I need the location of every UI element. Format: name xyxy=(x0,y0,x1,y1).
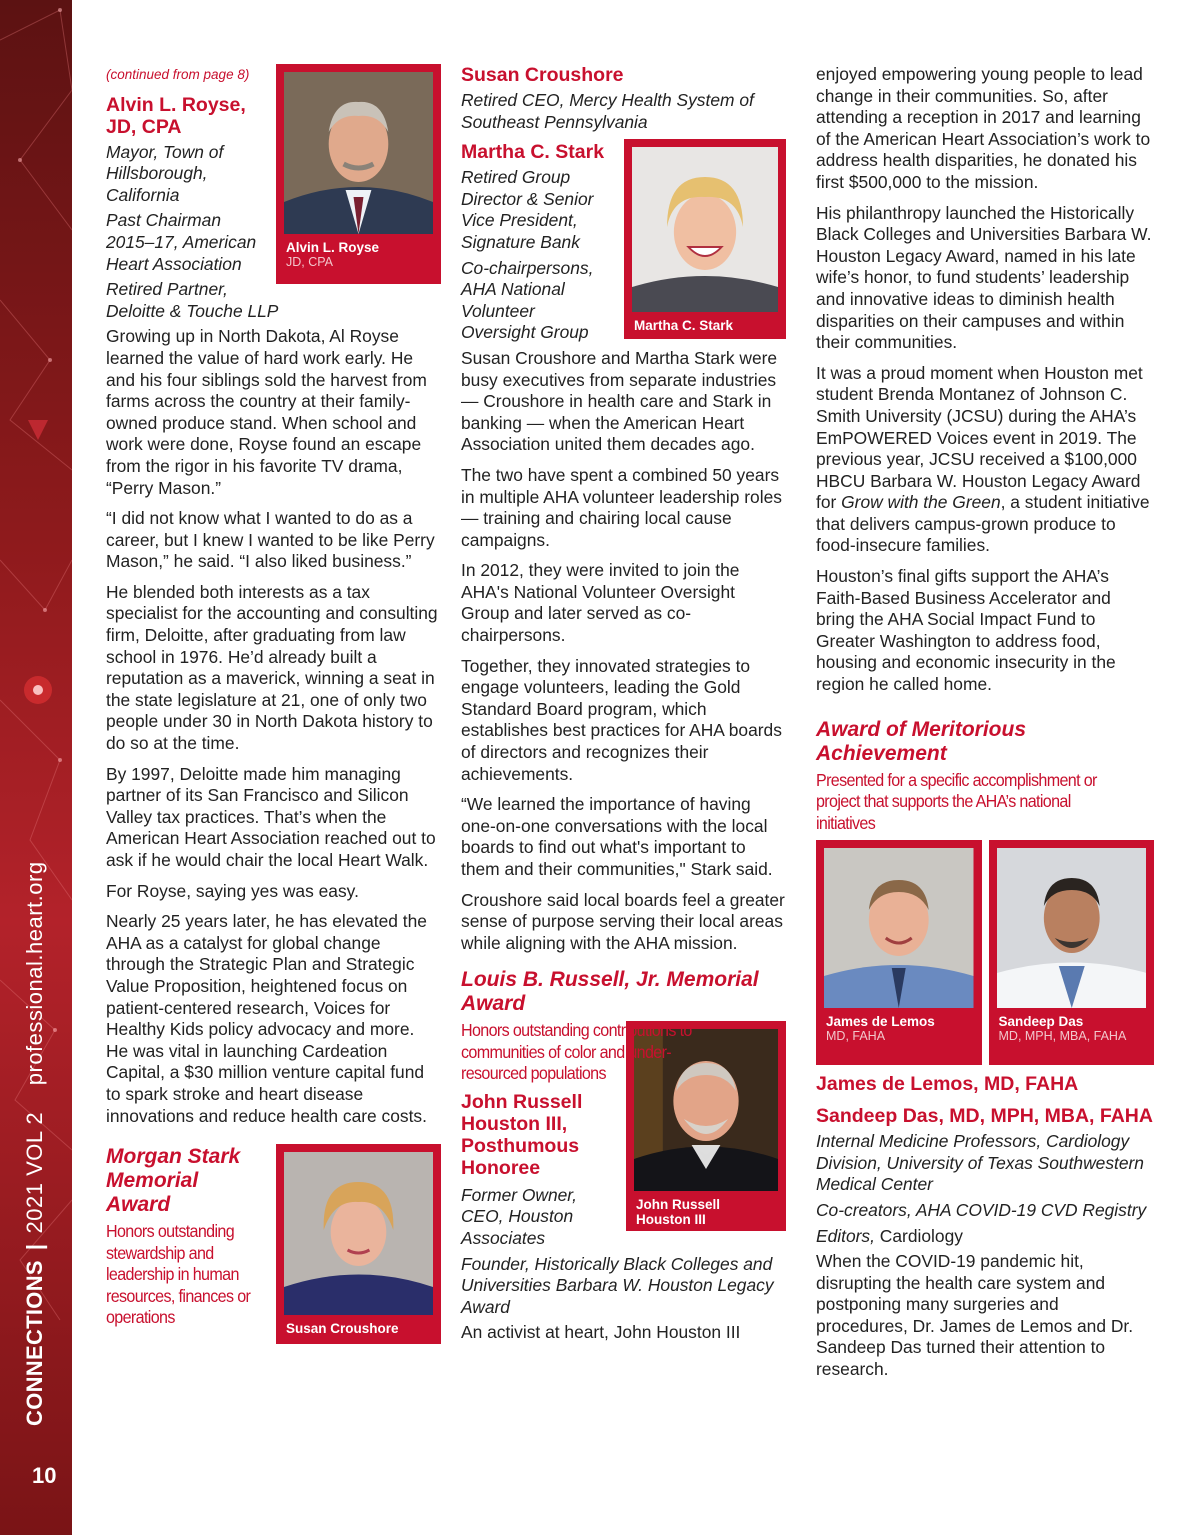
das-photo xyxy=(997,848,1147,1008)
meritorious-paragraph: When the COVID-19 pandemic hit, disrupting the health care system and postponing many surgeries and procedures, Dr. James de Lemos and Dr. Sandeep Das turned their attention to research. xyxy=(816,1251,1134,1380)
col2-paragraph-5: “We learned the importance of having one-on-one conversations with the local boards to find out what's important to them and their communities," Stark said. xyxy=(461,794,773,879)
royse-paragraph-4: By 1997, Deloitte made him managing partner of its San Francisco and Silicon Valley tax practices. That’s when the American Heart Association reached out to ask if he would chair the local Heart Walk. xyxy=(106,763,436,870)
croushore-caption: Susan Croushore xyxy=(286,1321,399,1337)
photo-card-de-lemos xyxy=(816,840,982,1065)
jcsu-text-before: It was a proud moment when Houston met student Brenda Montanez of Johnson C. Smith University (JCSU) during the AHA’s EmPOWERED Voices event in 2019. The previous year, JCSU received a $100,000 HBCU Barbara W. Houston Legacy Award for xyxy=(816,362,1143,513)
page-number: 10 xyxy=(32,1463,57,1488)
col2-paragraph-2: The two have spent a combined 50 years in multiple AHA volunteer leadership roles — training and chairing local cause campaigns. xyxy=(461,464,782,550)
royse-role-1: Mayor, Town of Hillsborough, California xyxy=(106,141,224,205)
houston-name: John Russell Houston III, Posthumous Honoree xyxy=(461,1090,583,1179)
editors-value: Cardiology xyxy=(874,1225,963,1246)
royse-caption-credentials: JD, CPA xyxy=(286,254,333,269)
meritorious-award-title: Award of Meritorious Achievement xyxy=(816,717,1027,765)
stark-photo xyxy=(632,147,778,312)
de-lemos-caption-name: James de Lemos xyxy=(826,1014,935,1030)
meritorious-role-2: Co-creators, AHA COVID-19 CVD Registry xyxy=(816,1199,1147,1220)
meritorious-editors xyxy=(816,1226,1154,1248)
continued-note: (continued from page 8) xyxy=(106,67,250,82)
meritorious-award-description: Presented for a specific accomplishment or project that supports the AHA’s national initiatives xyxy=(816,769,1097,833)
croushore-photo xyxy=(284,1152,433,1315)
houston-paragraph: An activist at heart, John Houston III xyxy=(461,1322,741,1343)
col2-paragraph-4: Together, they innovated strategies to engage volunteers, leading the Gold Standard Board program, which establishes best practices for AHA boards of directors and recognizes their achievements. xyxy=(461,655,782,784)
morgan-award-description: Honors outstanding stewardship and leadership in human resources, finances or operations xyxy=(106,1221,251,1328)
royse-photo xyxy=(284,72,433,234)
stark-name: Martha C. Stark xyxy=(461,141,605,164)
stark-role-2: Co-chairpersons, AHA National Volunteer Oversight Group xyxy=(461,257,594,343)
column-2 xyxy=(461,64,786,1353)
royse-name: Alvin L. Royse, JD, CPA xyxy=(106,93,246,138)
magazine-title: CONNECTIONS xyxy=(22,1260,47,1426)
das-caption-credentials: MD, MPH, MBA, FAHA xyxy=(998,1029,1127,1044)
col2-paragraph-1: Susan Croushore and Martha Stark were busy executives from separate industries — Croushore in health care and Stark in banking — when the American Heart Association united them decades ago. xyxy=(461,347,778,455)
col3-paragraph-final-gifts: Houston’s final gifts support the AHA’s Faith-Based Business Accelerator and bring the AHA Social Impact Fund to Greater Washington to address food, housing and economic insecurity in the region he called home. xyxy=(816,566,1116,695)
houston-caption: John Russell Houston III xyxy=(636,1196,721,1227)
royse-paragraph-3: He blended both interests as a tax specialist for the accounting and consulting firm, Deloitte, after graduating from law school in 1976. He’d already built a reputation as a maverick, winning a seat in the state legislature at 21, one of only two people under 30 in North Dakota history to do so at the time. xyxy=(106,581,438,754)
meritorious-role-1: Internal Medicine Professors, Cardiology Division, University of Texas Southwestern Medical Center xyxy=(816,1131,1144,1195)
stark-role-1: Retired Group Director & Senior Vice President, Signature Bank xyxy=(461,167,594,252)
morgan-award-title: Morgan Stark Memorial Award xyxy=(106,1145,241,1217)
das-name: Sandeep Das, MD, MPH, MBA, FAHA xyxy=(816,1105,1153,1128)
side-band xyxy=(0,0,72,1535)
editors-label: Editors, xyxy=(816,1225,875,1246)
jcsu-initiative-title: Grow with the Green xyxy=(841,492,1001,513)
das-caption-name: Sandeep Das xyxy=(998,1014,1084,1030)
issue-label: 2021 VOL 2 xyxy=(22,1111,47,1234)
col3-paragraph-jcsu xyxy=(816,363,1154,557)
photo-card-royse xyxy=(276,64,441,284)
royse-paragraph-1: Growing up in North Dakota, Al Royse learned the value of hard work early. He and his four siblings sold the harvest from farms across the country at their family-owned produce stand. When school and work were done, Royse found an escape from the rigor in his favorite TV drama, “Perry Mason.” xyxy=(106,326,427,498)
russell-award-title: Louis B. Russell, Jr. Memorial Award xyxy=(461,968,759,1016)
meritorious-photo-pair xyxy=(816,840,1154,1065)
col3-paragraph-2: His philanthropy launched the Historically Black Colleges and Universities Barbara W. Houston Legacy Award, named in his late wife’s honor, to fund students’ leadership and innovative ideas to diminish health disparities on their campuses and within their communities. xyxy=(816,202,1152,353)
photo-card-croushore xyxy=(276,1144,441,1344)
jcsu-text-after: , a student initiative that delivers campus-grown produce to food-insecure families. xyxy=(816,492,1150,556)
col2-paragraph-3: In 2012, they were invited to join the AHA's National Volunteer Oversight Group and later served as co-chairpersons. xyxy=(461,560,740,646)
royse-role-3: Retired Partner, Deloitte & Touche LLP xyxy=(106,279,279,321)
column-1 xyxy=(106,64,441,1350)
de-lemos-name: James de Lemos, MD, FAHA xyxy=(816,1073,1079,1096)
russell-award-description: Honors outstanding contributions to communities of color and under-resourced populations xyxy=(461,1020,692,1084)
houston-role-1: Former Owner, CEO, Houston Associates xyxy=(461,1184,577,1249)
website-link[interactable]: professional.heart.org xyxy=(22,861,47,1086)
royse-paragraph-2: “I did not know what I wanted to do as a career, but I knew I wanted to be like Perry Mason,” he said. “I also liked business.” xyxy=(106,508,435,572)
royse-caption-name: Alvin L. Royse xyxy=(286,239,380,255)
royse-paragraph-5: For Royse, saying yes was easy. xyxy=(106,880,359,901)
de-lemos-caption-credentials: MD, FAHA xyxy=(826,1029,886,1044)
royse-paragraph-6: Nearly 25 years later, he has elevated the AHA as a catalyst for global change through the Strategic Plan and Strategic Value Proposition, heightened focus on patient-centered research, Voices for Healthy Kids policy advocacy and more. He was vital in launching Cardeation Capital, a $30 million venture capital fund to spark stroke and heart disease innovations and reduce health care costs. xyxy=(106,911,427,1126)
column-3 xyxy=(816,64,1154,1390)
photo-card-stark xyxy=(624,139,786,339)
royse-role-2: Past Chairman 2015–17, American Heart Association xyxy=(106,210,257,274)
col3-paragraph-1: enjoyed empowering young people to lead change in their communities. So, after attending a reception in 2017 and learning of the American Heart Association’s work to address health disparities, he donated his first $500,000 to the mission. xyxy=(816,64,1151,192)
stark-caption: Martha C. Stark xyxy=(634,318,734,334)
photo-card-das xyxy=(989,840,1155,1065)
croushore-name: Susan Croushore xyxy=(461,64,624,86)
houston-role-2: Founder, Historically Black Colleges and Universities Barbara W. Houston Legacy Award xyxy=(461,1253,774,1317)
col2-paragraph-6: Croushore said local boards feel a greater sense of purpose serving their local areas while aligning with the AHA mission. xyxy=(461,889,785,953)
croushore-role: Retired CEO, Mercy Health System of Southeast Pennsylvania xyxy=(461,90,754,132)
band-masthead: CONNECTIONS|2021 VOL 2 professional.heart.org xyxy=(22,861,47,1426)
de-lemos-photo xyxy=(824,848,974,1008)
